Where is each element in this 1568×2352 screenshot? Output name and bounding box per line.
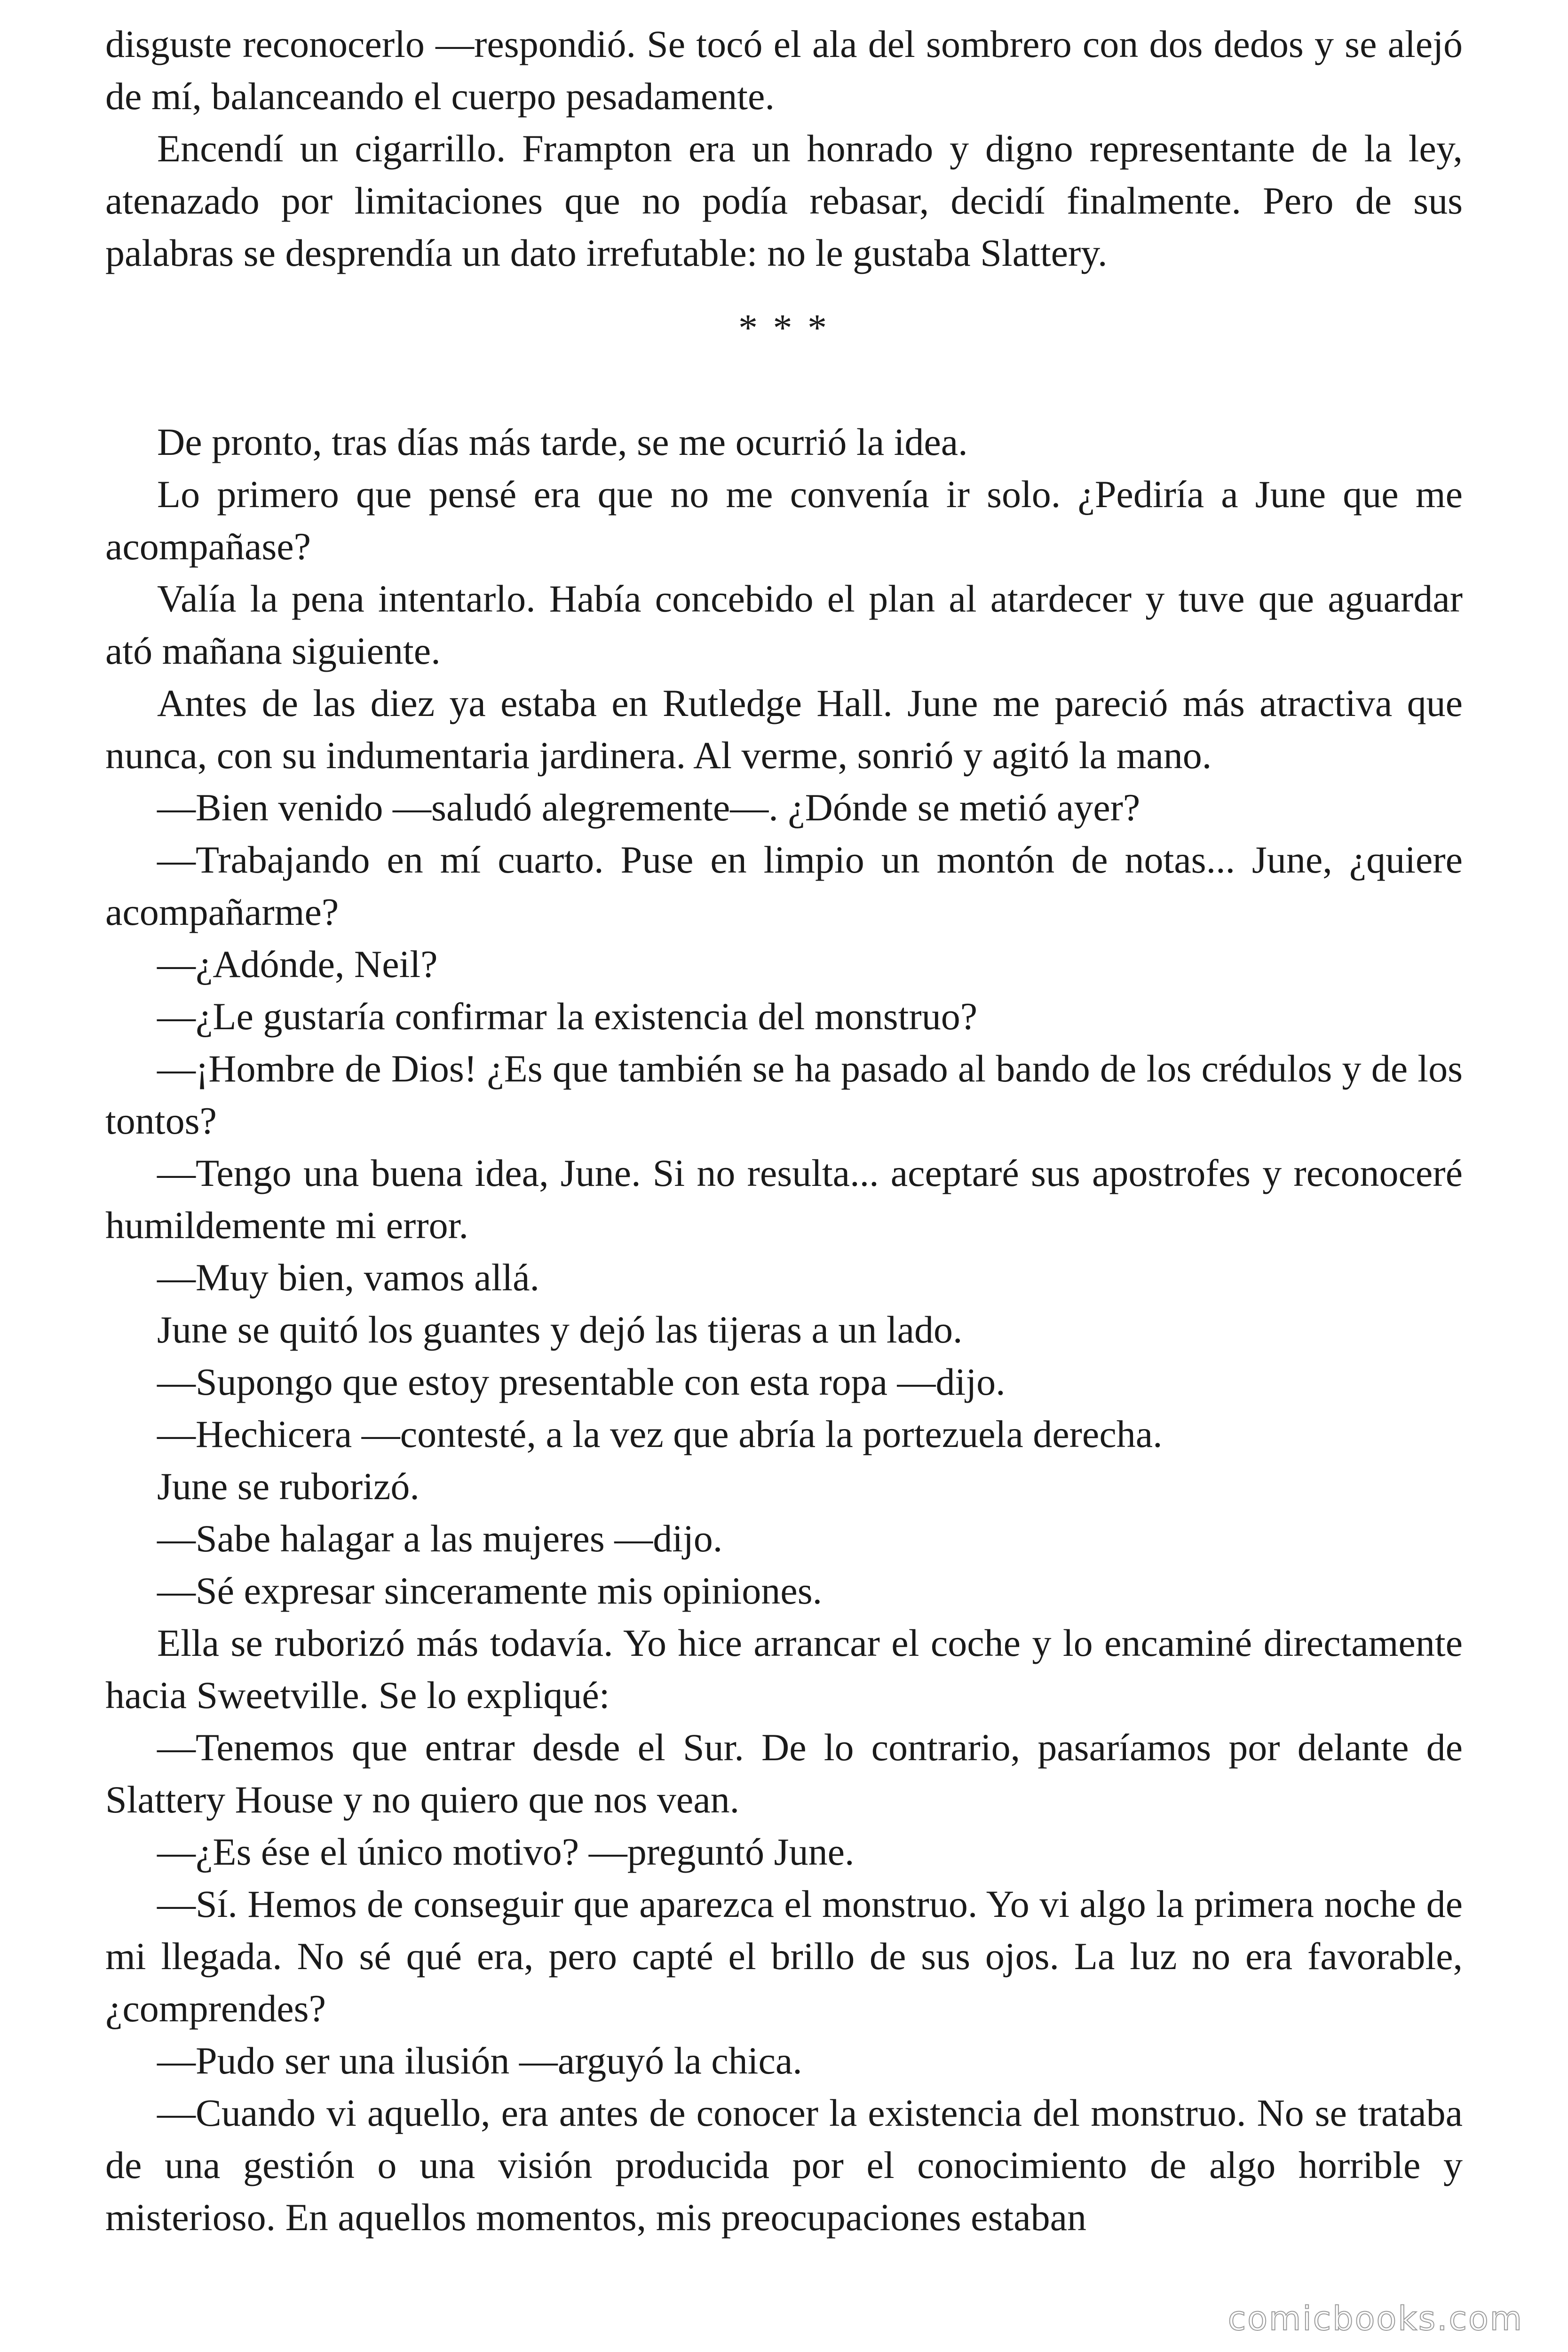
book-page [105,18,1463,2243]
paragraph: disguste reconocerlo —respondió. Se tocó el ala del sombrero con dos dedos y se alejó de mí, balanceando el cuerpo pesadamente. [105,23,1463,118]
scene-break: * * * [738,306,830,349]
dialogue-line: —Supongo que estoy presentable con esta ropa —dijo. [157,1360,1006,1403]
watermark: comicbooks.com [1227,2299,1523,2338]
paragraph: Ella se ruborizó más todavía. Yo hice arrancar el coche y lo encaminé directamente hacia Sweetville. Se lo expliqué: [105,1621,1463,1716]
paragraph: Antes de las diez ya estaba en Rutledge Hall. June me pareció más atractiva que nunca, con su indumentaria jardinera. Al verme, sonrió y agitó la mano. [105,682,1463,777]
paragraph: De pronto, tras días más tarde, se me ocurrió la idea. [157,421,968,463]
dialogue-line: —Sabe halagar a las mujeres —dijo. [157,1517,723,1560]
dialogue-line: —¿Le gustaría confirmar la existencia del monstruo? [157,995,978,1038]
dialogue-line: —Trabajando en mí cuarto. Puse en limpio un montón de notas... June, ¿quiere acompañarme? [105,838,1463,933]
dialogue-line: —Sé expresar sinceramente mis opiniones. [157,1569,823,1612]
dialogue-line: —Tenemos que entrar desde el Sur. De lo contrario, pasaríamos por delante de Slattery House y no quiero que nos vean. [105,1726,1463,1821]
paragraph: Lo primero que pensé era que no me convenía ir solo. ¿Pediría a June que me acompañase? [105,473,1463,568]
dialogue-line: —Sí. Hemos de conseguir que aparezca el monstruo. Yo vi algo la primera noche de mi llegada. No sé qué era, pero capté el brillo de sus ojos. La luz no era favorable, ¿comprendes? [105,1883,1463,2030]
paragraph: June se ruborizó. [157,1465,420,1508]
dialogue-line: —¡Hombre de Dios! ¿Es que también se ha pasado al bando de los crédulos y de los tontos? [105,1047,1463,1142]
paragraph: Valía la pena intentarlo. Había concebido el plan al atardecer y tuve que aguardar ató mañana siguiente. [105,577,1463,672]
dialogue-line: —¿Adónde, Neil? [157,943,438,985]
paragraph: Encendí un cigarrillo. Frampton era un honrado y digno representante de la ley, atenazado por limitaciones que no podía rebasar, decidí finalmente. Pero de sus palabras se desprendía un dato irrefutable: no le gustaba Slattery. [105,127,1463,274]
dialogue-line: —Bien venido —saludó alegremente—. ¿Dónde se metió ayer? [157,786,1140,829]
dialogue-line: —Muy bien, vamos allá. [157,1256,540,1299]
dialogue-line: —¿Es ése el único motivo? —preguntó June. [157,1830,855,1873]
dialogue-line: —Tengo una buena idea, June. Si no resulta... aceptaré sus apostrofes y reconoceré humildemente mi error. [105,1152,1463,1247]
dialogue-line: —Pudo ser una ilusión —arguyó la chica. [157,2039,802,2082]
dialogue-line: —Cuando vi aquello, era antes de conocer la existencia del monstruo. No se trataba de una gestión o una visión producida por el conocimiento de algo horrible y misterioso. En aquellos momentos, mis preocupaciones estaban [105,2091,1463,2239]
dialogue-line: —Hechicera —contesté, a la vez que abría la portezuela derecha. [157,1413,1163,1455]
paragraph: June se quitó los guantes y dejó las tijeras a un lado. [157,1308,963,1351]
